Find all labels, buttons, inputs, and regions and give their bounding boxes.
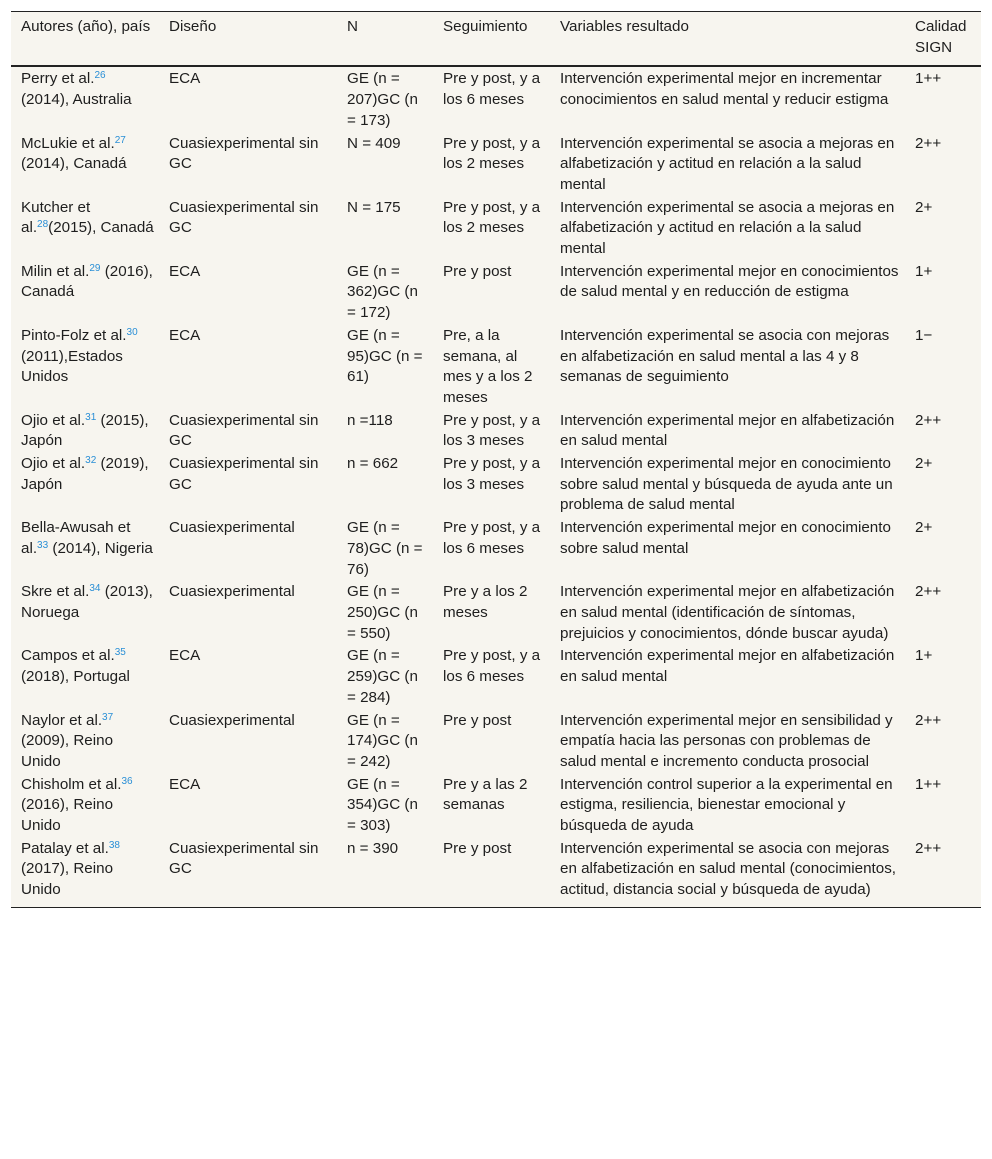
reference-link[interactable]: 31 (85, 411, 97, 423)
cell-variables: Intervención experimental mejor en conocimientos de salud mental y en reducción de estigma (560, 262, 899, 301)
header-variables: Variables resultado (550, 12, 905, 67)
studies-table (11, 11, 981, 908)
author-text: Patalay et al. (21, 839, 109, 857)
author-year-country: (2018), Portugal (21, 668, 130, 686)
author-text: Bella-Awusah et al. (21, 519, 131, 557)
cell-n: GE (n = 362)GC (n = 172) (347, 262, 418, 322)
cell-variables: Intervención experimental mejor en conocimiento sobre salud mental (560, 519, 891, 557)
header-row (11, 12, 981, 67)
author-year-country: (2011),Estados Unidos (21, 347, 123, 386)
cell-seguimiento: Pre y a los 2 meses (443, 583, 528, 621)
author-text: Kutcher et al. (21, 198, 91, 237)
cell-variables: Intervención experimental mejor en alfabetización en salud mental (identificación de síntomas, prejuicios y conocimientos, dónde buscar ayuda) (560, 583, 895, 642)
cell-variables: Intervención experimental mejor en alfabetización en salud mental (560, 411, 895, 450)
cell-autores (11, 645, 159, 709)
studies-table-container (11, 11, 981, 908)
table-row (11, 410, 981, 453)
cell-n: n = 662 (347, 455, 399, 473)
author-text: Pinto-Folz et al. (21, 326, 127, 344)
author-year-country: (2015), Canadá (48, 219, 154, 237)
cell-seguimiento: Pre y post, y a los 6 meses (443, 519, 541, 557)
cell-variables: Intervención experimental mejor en conocimiento sobre salud mental y búsqueda de ayuda ante un problema de salud mental (560, 455, 893, 514)
header-diseno: Diseño (159, 12, 337, 67)
cell-seguimiento: Pre y post, y a los 6 meses (443, 647, 541, 686)
cell-diseno: Cuasiexperimental sin GC (169, 839, 319, 878)
cell-autores (11, 261, 159, 325)
author-text: Milin et al. (21, 262, 90, 280)
cell-seguimiento: Pre y post (443, 711, 512, 729)
cell-variables: Intervención experimental se asocia con mejoras en alfabetización en salud mental a las 4 y 8 semanas de seguimiento (560, 326, 890, 386)
cell-seguimiento: Pre y a las 2 semanas (443, 775, 528, 814)
reference-link[interactable]: 27 (114, 134, 126, 146)
cell-seguimiento: Pre y post, y a los 3 meses (443, 455, 541, 493)
author-text: Ojio et al. (21, 455, 86, 473)
cell-variables: Intervención experimental mejor en alfabetización en salud mental (560, 647, 895, 686)
cell-calidad: 2++ (915, 134, 942, 152)
table-row (11, 66, 981, 132)
cell-autores (11, 410, 159, 453)
cell-variables: Intervención control superior a la experimental en estigma, resiliencia, bienestar emocional y búsqueda de ayuda (560, 775, 893, 835)
cell-diseno: ECA (169, 262, 201, 280)
table-row (11, 710, 981, 774)
table-row (11, 197, 981, 261)
cell-calidad: 2++ (915, 711, 942, 729)
header-n: N (337, 12, 433, 67)
cell-autores (11, 197, 159, 261)
cell-calidad: 1+ (915, 262, 933, 280)
author-year-country: (2016), Reino Unido (21, 796, 114, 835)
cell-variables: Intervención experimental mejor en sensibilidad y empatía hacia las personas con problemas de salud mental e incremento conducta prosocial (560, 711, 893, 770)
author-text: Naylor et al. (21, 711, 103, 729)
cell-autores (11, 325, 159, 410)
cell-autores (11, 517, 159, 581)
cell-n: GE (n = 259)GC (n = 284) (347, 647, 418, 706)
author-year-country: (2014), Canadá (21, 155, 127, 173)
cell-variables: Intervención experimental se asocia a mejoras en alfabetización y actitud en relación a la salud mental (560, 134, 895, 193)
author-year-country: (2017), Reino Unido (21, 860, 114, 899)
cell-seguimiento: Pre y post, y a los 2 meses (443, 134, 541, 173)
cell-n: n = 390 (347, 839, 399, 857)
cell-n: GE (n = 174)GC (n = 242) (347, 711, 418, 770)
table-row (11, 581, 981, 645)
cell-diseno: Cuasiexperimental sin GC (169, 411, 319, 450)
author-text: Skre et al. (21, 583, 90, 601)
cell-calidad: 2++ (915, 411, 942, 429)
reference-link[interactable]: 35 (114, 647, 126, 659)
author-text: Chisholm et al. (21, 775, 122, 793)
reference-link[interactable]: 34 (89, 583, 101, 595)
cell-n: N = 175 (347, 198, 401, 216)
cell-seguimiento: Pre y post, y a los 3 meses (443, 411, 541, 450)
cell-diseno: Cuasiexperimental (169, 583, 295, 601)
reference-link[interactable]: 33 (37, 539, 49, 551)
cell-calidad: 2+ (915, 519, 933, 537)
cell-n: GE (n = 250)GC (n = 550) (347, 583, 418, 642)
table-body (11, 66, 981, 907)
cell-variables: Intervención experimental mejor en incrementar conocimientos en salud mental y reducir estigma (560, 70, 889, 109)
reference-link[interactable]: 30 (126, 326, 138, 338)
reference-link[interactable]: 32 (85, 455, 97, 467)
cell-n: n =118 (347, 411, 393, 429)
table-row (11, 261, 981, 325)
cell-seguimiento: Pre y post (443, 839, 512, 857)
cell-calidad: 1− (915, 326, 933, 344)
cell-variables: Intervención experimental se asocia con mejoras en alfabetización en salud mental (conocimientos, actitud, distancia social y búsqueda de ayuda) (560, 839, 897, 899)
cell-n: N = 409 (347, 134, 401, 152)
cell-diseno: ECA (169, 326, 201, 344)
author-year-country: (2013), Noruega (21, 583, 153, 621)
reference-link[interactable]: 28 (37, 219, 49, 231)
cell-diseno: Cuasiexperimental sin GC (169, 198, 319, 237)
cell-calidad: 2+ (915, 198, 933, 216)
cell-diseno: Cuasiexperimental sin GC (169, 455, 319, 493)
reference-link[interactable]: 36 (121, 775, 133, 787)
cell-seguimiento: Pre y post (443, 262, 512, 280)
cell-n: GE (n = 207)GC (n = 173) (347, 70, 418, 129)
cell-calidad: 1+ (915, 647, 933, 665)
cell-autores (11, 133, 159, 197)
author-text: Campos et al. (21, 647, 115, 665)
author-year-country: (2015), Japón (21, 411, 149, 450)
cell-diseno: ECA (169, 70, 201, 88)
reference-link[interactable]: 37 (102, 711, 114, 723)
cell-n: GE (n = 354)GC (n = 303) (347, 775, 418, 835)
cell-diseno: ECA (169, 775, 201, 793)
author-year-country: (2019), Japón (21, 455, 149, 493)
cell-n: GE (n = 95)GC (n = 61) (347, 326, 423, 386)
author-year-country: (2009), Reino Unido (21, 732, 114, 770)
table-row (11, 517, 981, 581)
cell-diseno: Cuasiexperimental sin GC (169, 134, 319, 173)
cell-autores (11, 710, 159, 774)
cell-calidad: 2+ (915, 455, 933, 473)
cell-diseno: Cuasiexperimental (169, 519, 295, 537)
table-row (11, 453, 981, 517)
author-text: Ojio et al. (21, 411, 86, 429)
reference-link[interactable]: 38 (108, 839, 120, 851)
cell-calidad: 2++ (915, 839, 942, 857)
header-calidad: Calidad SIGN (905, 12, 981, 67)
cell-calidad: 1++ (915, 775, 942, 793)
table-row (11, 325, 981, 410)
cell-calidad: 1++ (915, 70, 942, 88)
cell-diseno: ECA (169, 647, 201, 665)
cell-seguimiento: Pre y post, y a los 6 meses (443, 70, 541, 109)
table-row (11, 838, 981, 908)
table-header (11, 12, 981, 67)
author-year-country: (2014), Australia (21, 91, 132, 109)
cell-n: GE (n = 78)GC (n = 76) (347, 519, 423, 578)
cell-autores (11, 66, 159, 132)
table-row (11, 774, 981, 838)
cell-variables: Intervención experimental se asocia a mejoras en alfabetización y actitud en relación a la salud mental (560, 198, 895, 258)
table-row (11, 645, 981, 709)
cell-seguimiento: Pre y post, y a los 2 meses (443, 198, 541, 237)
cell-diseno: Cuasiexperimental (169, 711, 295, 729)
cell-autores (11, 838, 159, 908)
cell-seguimiento: Pre, a la semana, al mes y a los 2 meses (443, 326, 533, 406)
cell-calidad: 2++ (915, 583, 942, 601)
reference-link[interactable]: 29 (89, 262, 101, 274)
author-year-country: (2014), Nigeria (48, 539, 153, 557)
author-text: McLukie et al. (21, 134, 115, 152)
reference-link[interactable]: 26 (94, 70, 106, 82)
table-row (11, 133, 981, 197)
author-text: Perry et al. (21, 70, 95, 88)
header-autores: Autores (año), país (11, 12, 159, 67)
header-seguimiento: Seguimiento (433, 12, 550, 67)
cell-autores (11, 774, 159, 838)
author-year-country: (2016), Canadá (21, 262, 153, 301)
cell-autores (11, 453, 159, 517)
cell-autores (11, 581, 159, 645)
